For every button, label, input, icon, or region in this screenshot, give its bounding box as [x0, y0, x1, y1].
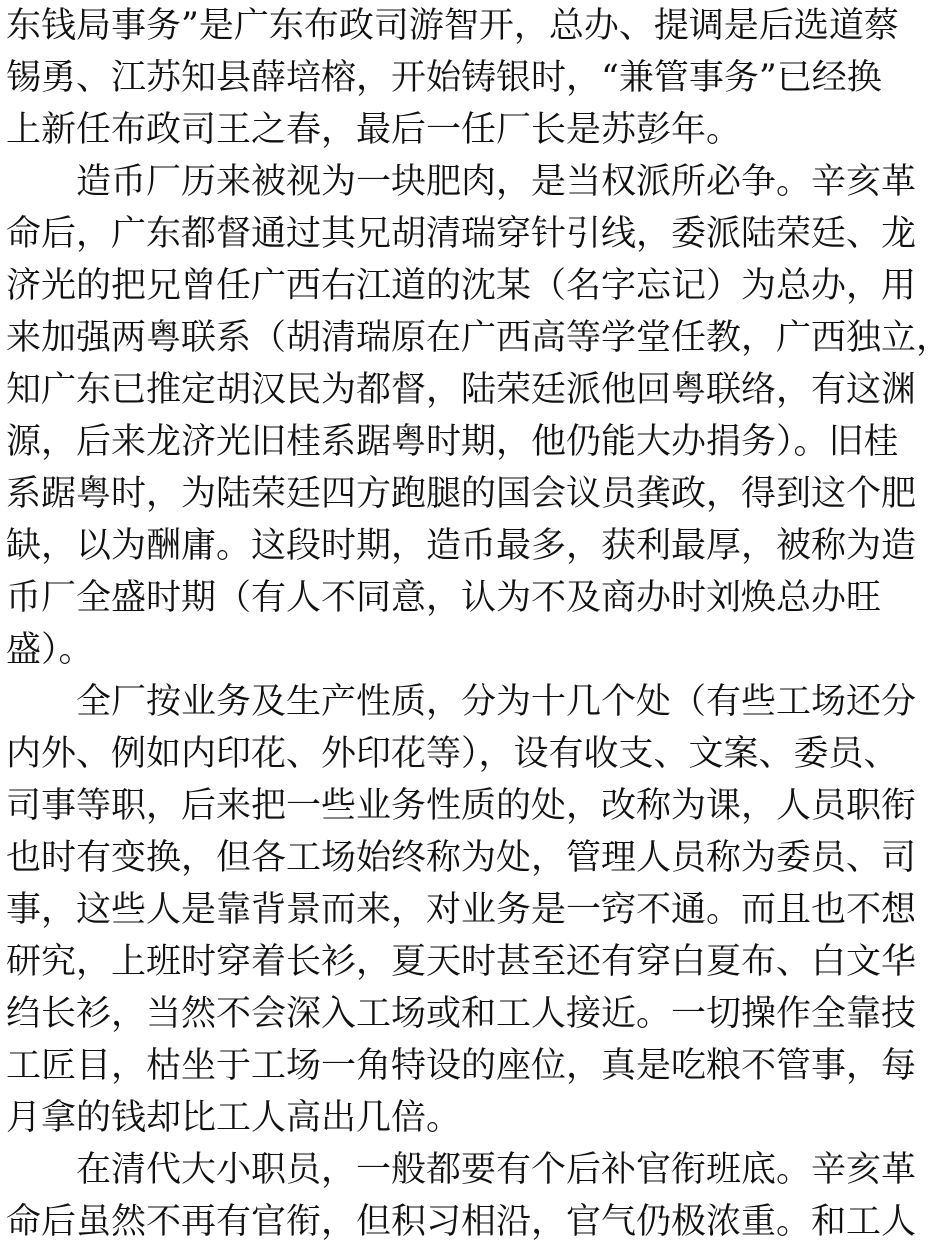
text-line: 命后虽然不再有官衔，但积习相沿，官气仍极浓重。和工人: [6, 1202, 917, 1242]
text-line: 系踞粤时，为陆荣廷四方跑腿的国会议员龚政，得到这个肥: [6, 474, 917, 514]
text-line: 济光的把兄曾任广西右江道的沈某（名字忘记）为总办，用: [6, 266, 917, 306]
text-line: 司事等职，后来把一些业务性质的处，改称为课，人员职衔: [6, 786, 917, 826]
text-line: 命后，广东都督通过其兄胡清瑞穿针引线，委派陆荣廷、龙: [6, 214, 917, 254]
document-page: [6, 0, 951, 1242]
text-line: 源，后来龙济光旧桂系踞粤时期，他仍能大办捐务）。旧桂: [6, 422, 899, 462]
text-line: 缺，以为酬庸。这段时期，造币最多，获利最厚，被称为造: [6, 526, 917, 566]
text-line: 研究，上班时穿着长衫，夏天时甚至还有穿白夏布、白文华: [6, 942, 917, 982]
text-line: 东钱局事务”是广东布政司游智开，总办、提调是后选道蔡: [6, 6, 899, 46]
text-line: 来加强两粤联系（胡清瑞原在广西高等学堂任教，广西独立，: [6, 318, 951, 358]
text-line: 月拿的钱却比工人高出几倍。: [6, 1098, 462, 1138]
text-line: 盛）。: [6, 630, 94, 670]
text-line: 上新任布政司王之春，最后一任厂长是苏彭年。: [6, 110, 742, 150]
text-line: 知广东已推定胡汉民为都督，陆荣廷派他回粤联络，有这渊: [6, 370, 917, 410]
text-line: 币厂全盛时期（有人不同意，认为不及商办时刘焕总办旺: [6, 578, 882, 618]
text-line: 也时有变换，但各工场始终称为处，管理人员称为委员、司: [6, 838, 917, 878]
paragraph-start-line: 全厂按业务及生产性质，分为十几个处（有些工场还分: [6, 682, 917, 722]
paragraph-start-line: 造币厂历来被视为一块肥肉，是当权派所必争。辛亥革: [6, 162, 917, 202]
text-line: 绉长衫，当然不会深入工场或和工人接近。一切操作全靠技: [6, 994, 917, 1034]
paragraph-start-line: 在清代大小职员，一般都要有个后补官衔班底。辛亥革: [6, 1150, 917, 1190]
text-line: 内外、例如内印花、外印花等），设有收支、文案、委员、: [6, 734, 899, 774]
text-line: 锡勇、江苏知县薛培榕，开始铸银时，“兼管事务”已经换: [6, 58, 882, 98]
text-line: 事，这些人是靠背景而来，对业务是一窍不通。而且也不想: [6, 890, 917, 930]
text-line: 工匠目，枯坐于工场一角特设的座位，真是吃粮不管事，每: [6, 1046, 917, 1086]
